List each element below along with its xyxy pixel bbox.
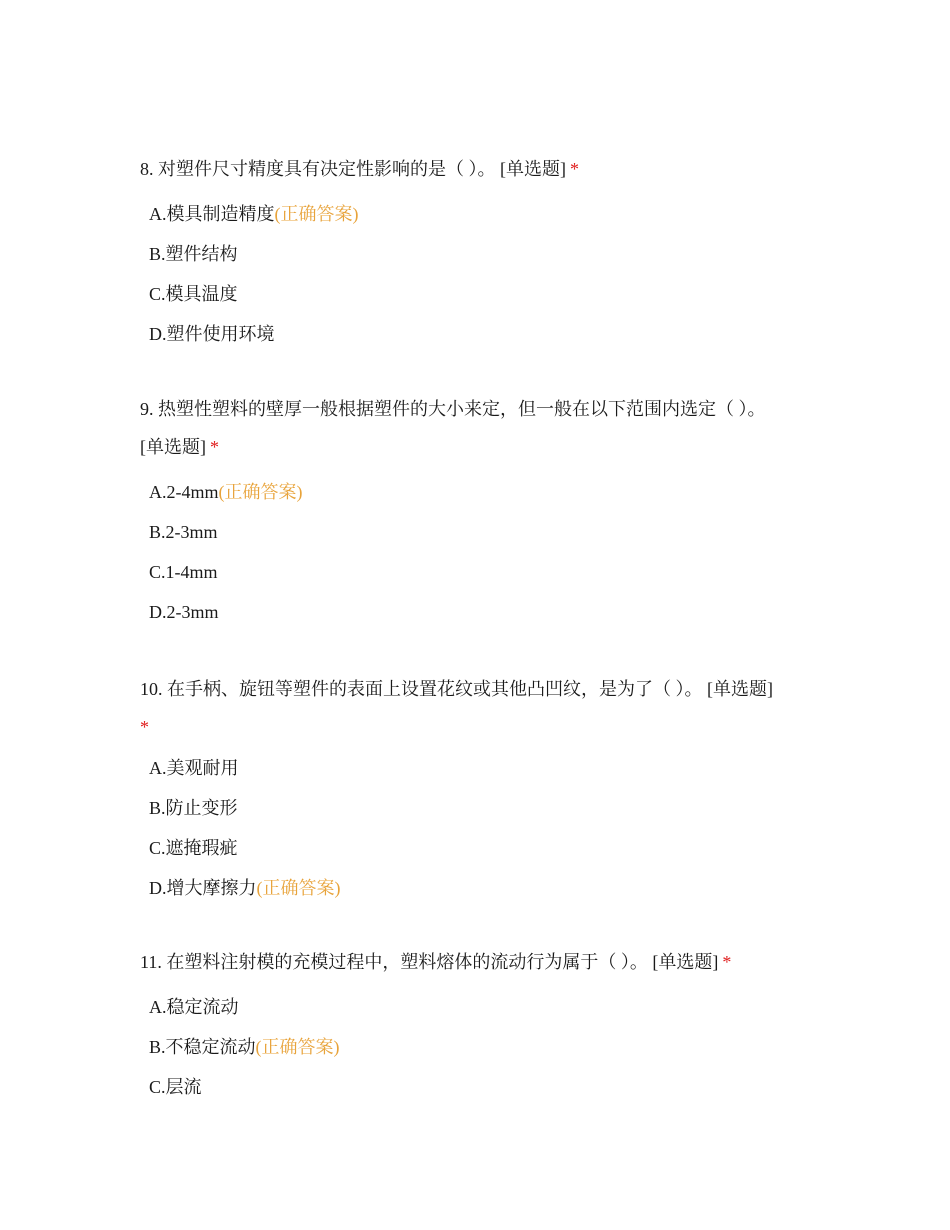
question-11 [140, 943, 820, 1107]
option-text: 层流 [165, 1077, 202, 1097]
option-label: A. [149, 482, 167, 502]
option-label: B. [149, 798, 166, 818]
option-label: C. [149, 284, 166, 304]
option-text: 稳定流动 [166, 997, 239, 1017]
option-b[interactable] [149, 788, 820, 828]
question-number: 10. [140, 679, 163, 699]
correct-answer-tag: (正确答案) [255, 1037, 340, 1057]
option-label: A. [149, 997, 167, 1017]
option-text: 塑件使用环境 [166, 324, 275, 344]
option-label: B. [149, 244, 166, 264]
required-marker: * [722, 952, 732, 972]
option-c[interactable] [149, 828, 820, 868]
question-number: 8. [140, 159, 154, 179]
required-marker: * [210, 437, 219, 457]
option-text: 模具温度 [165, 284, 238, 304]
option-a[interactable] [149, 194, 820, 234]
question-title [140, 670, 820, 746]
option-b[interactable] [149, 1027, 820, 1067]
option-text: 不稳定流动 [165, 1037, 256, 1057]
option-c[interactable] [149, 1067, 820, 1107]
question-10 [140, 670, 820, 908]
question-text: 热塑性塑料的壁厚一般根据塑件的大小来定，但一般在以下范围内选定（ ）。 [158, 399, 766, 419]
option-label: D. [149, 878, 167, 898]
option-d[interactable] [149, 868, 820, 908]
question-type: [单选题] [140, 437, 206, 457]
question-number: 11. [140, 952, 162, 972]
option-text: 模具制造精度 [166, 204, 275, 224]
option-a[interactable] [149, 472, 820, 512]
option-text: 增大摩擦力 [166, 878, 257, 898]
option-d[interactable] [149, 314, 820, 354]
question-text: 对塑件尺寸精度具有决定性影响的是（ ）。 [158, 159, 496, 179]
option-label: A. [149, 758, 167, 778]
option-text: 遮掩瑕疵 [165, 838, 238, 858]
question-text: 在塑料注射模的充模过程中，塑料熔体的流动行为属于（ ）。 [166, 952, 648, 972]
option-label: D. [149, 324, 167, 344]
option-a[interactable] [149, 987, 820, 1027]
option-b[interactable] [149, 234, 820, 274]
option-text: 2-4mm [166, 482, 219, 502]
option-text: 塑件结构 [165, 244, 238, 264]
option-label: C. [149, 838, 166, 858]
option-label: C. [149, 1077, 166, 1097]
question-type: [单选题] [500, 159, 566, 179]
question-8 [140, 150, 820, 354]
option-b[interactable] [149, 512, 820, 552]
option-text: 2-3mm [166, 602, 219, 622]
question-title [140, 150, 820, 188]
option-text: 2-3mm [165, 522, 218, 542]
required-marker: * [570, 159, 579, 179]
question-type: [单选题] [652, 952, 719, 972]
required-marker: * [140, 717, 149, 737]
option-label: C. [149, 562, 166, 582]
correct-answer-tag: (正确答案) [218, 482, 303, 502]
question-title [140, 390, 820, 466]
option-label: D. [149, 602, 167, 622]
option-text: 1-4mm [165, 562, 218, 582]
option-c[interactable] [149, 274, 820, 314]
question-type: [单选题] [707, 679, 773, 699]
question-number: 9. [140, 399, 154, 419]
option-label: A. [149, 204, 167, 224]
option-label: B. [149, 522, 166, 542]
option-a[interactable] [149, 748, 820, 788]
option-text: 美观耐用 [166, 758, 239, 778]
correct-answer-tag: (正确答案) [274, 204, 359, 224]
question-text: 在手柄、旋钮等塑件的表面上设置花纹或其他凸凹纹，是为了（ ）。 [167, 679, 703, 699]
option-text: 防止变形 [165, 798, 238, 818]
question-title [140, 943, 820, 981]
option-label: B. [149, 1037, 166, 1057]
correct-answer-tag: (正确答案) [256, 878, 341, 898]
option-d[interactable] [149, 592, 820, 632]
question-9 [140, 390, 820, 632]
option-c[interactable] [149, 552, 820, 592]
